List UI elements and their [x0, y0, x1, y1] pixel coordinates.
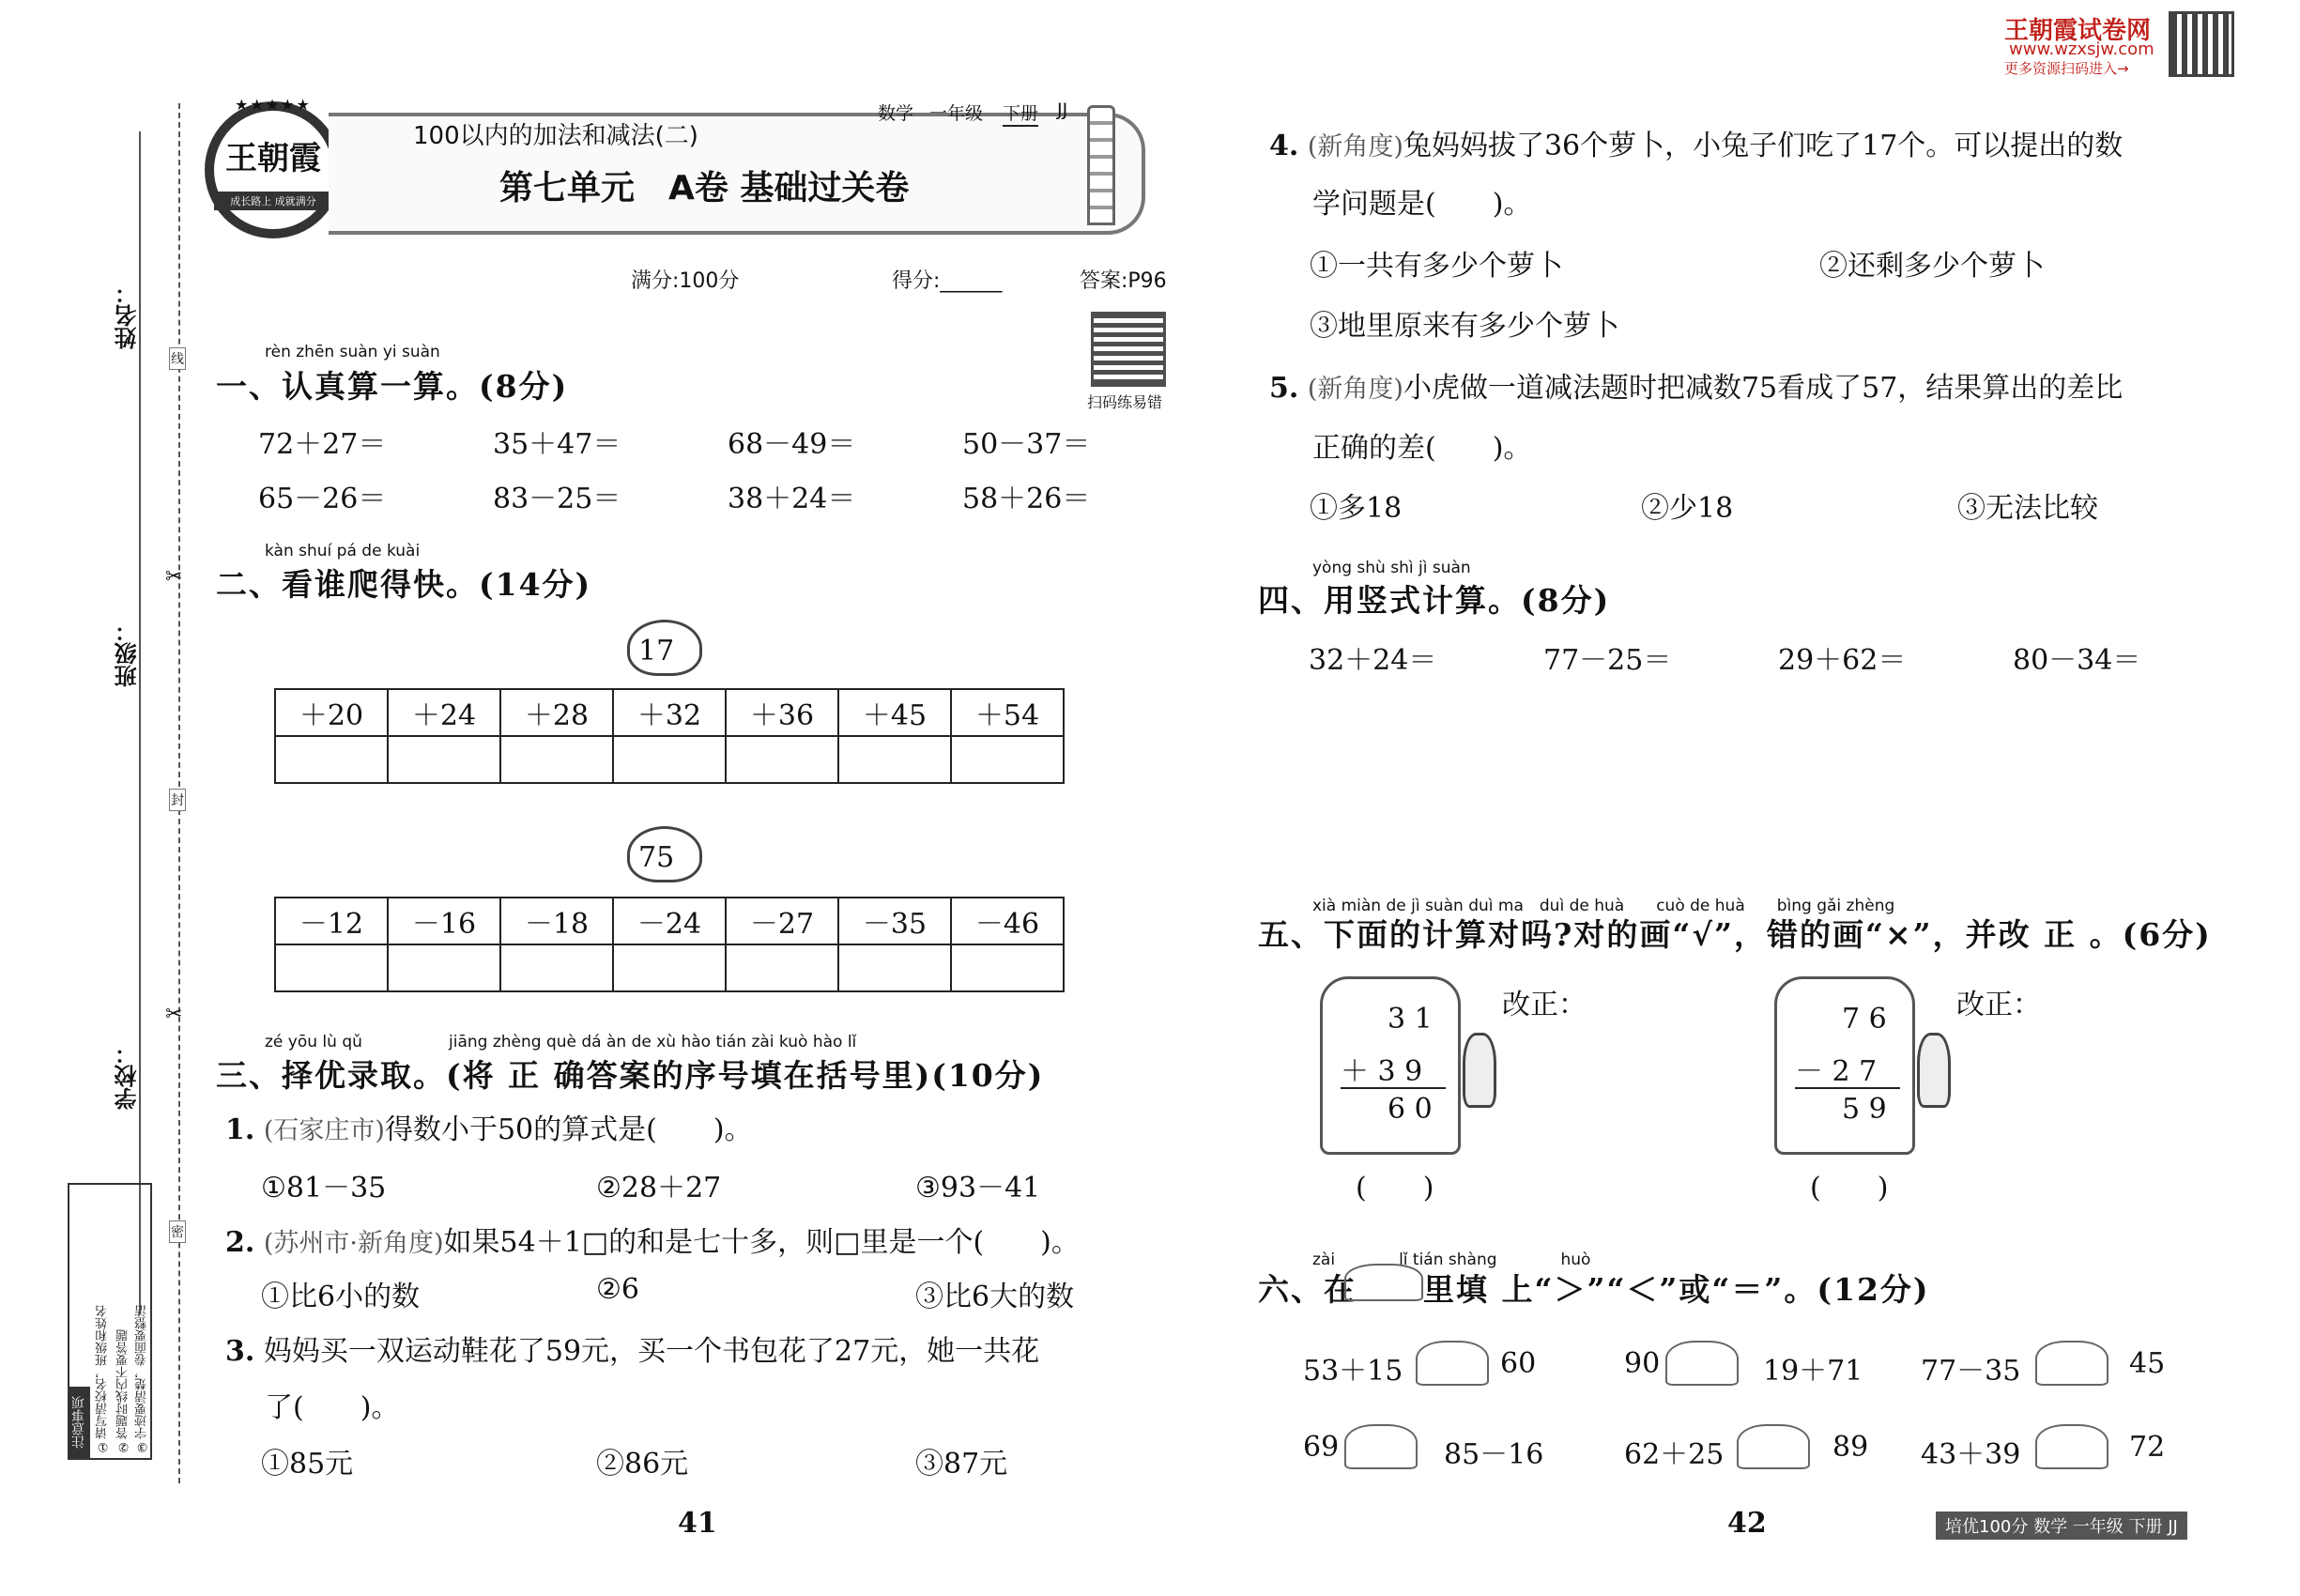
- q-source: (新角度): [1307, 375, 1403, 404]
- s2-answer-cell[interactable]: [388, 736, 500, 783]
- s2-title: 二、看谁爬得快。(14分): [216, 566, 592, 603]
- s2-op: ＋54: [951, 689, 1064, 736]
- option[interactable]: ①一共有多少个萝卜: [1310, 250, 1563, 283]
- compare-left: 69: [1303, 1431, 1340, 1464]
- compare-right: 19＋71: [1763, 1355, 1863, 1388]
- note-2: ②答题时线内不要答题: [116, 1329, 130, 1453]
- snail-start-value: 75: [638, 841, 675, 874]
- compare-right: 89: [1832, 1431, 1869, 1464]
- s2-answer-cell[interactable]: [613, 944, 726, 991]
- judge-paren[interactable]: ( ): [1810, 1172, 1889, 1205]
- scissors-icon: ✂: [165, 1003, 183, 1026]
- header-subtitle: 100以内的加法和减法(二): [413, 122, 698, 150]
- q-source: (苏州市·新角度): [263, 1229, 444, 1258]
- s2-answer-cell[interactable]: [500, 944, 613, 991]
- s2-table-2: [274, 897, 1065, 992]
- option[interactable]: ①81－35: [261, 1172, 387, 1205]
- s3-q2: [225, 1219, 1080, 1260]
- compare-left: 90: [1624, 1347, 1661, 1380]
- fix-label: 改正：: [1502, 989, 1587, 1021]
- s1-expr: 50－37＝: [962, 428, 1091, 461]
- q-number: 1.: [225, 1113, 255, 1146]
- option[interactable]: ②86元: [596, 1448, 689, 1481]
- option[interactable]: ③无法比较: [1957, 492, 2098, 525]
- compare-left: 53＋15: [1303, 1355, 1403, 1388]
- s3-title: 三、择优录取。(将 正 确答案的序号填在括号里)(10分): [216, 1057, 1045, 1094]
- lighthouse-icon: [1087, 105, 1115, 225]
- s2-op: －27: [726, 898, 838, 944]
- s2-op: －12: [275, 898, 388, 944]
- q-text-cont: 了( )。: [265, 1391, 400, 1424]
- q-number: 2.: [225, 1226, 255, 1259]
- s2-answer-cell[interactable]: [951, 944, 1064, 991]
- q-text: 兔妈妈拔了36个萝卜，小兔子们吃了17个。可以提出的数: [1403, 130, 2124, 162]
- q5: [1269, 364, 2123, 406]
- calc-rule: [1795, 1087, 1900, 1089]
- s2-op: －35: [838, 898, 951, 944]
- s1-title: 一、认真算一算。(8分): [216, 368, 569, 405]
- compare-blank[interactable]: [1416, 1341, 1489, 1386]
- header-meta-subject: 数学: [878, 103, 914, 124]
- q-text: 如果54＋1□的和是七十多，则□里是一个( )。: [443, 1226, 1080, 1259]
- option[interactable]: ②少18: [1641, 492, 1734, 525]
- s2-op: ＋32: [613, 689, 726, 736]
- header-meta-grade: 一年级: [929, 103, 984, 124]
- full-score: 满分:100分: [631, 269, 740, 293]
- s2-op: ＋45: [838, 689, 951, 736]
- q-text: 得数小于50的算式是( )。: [384, 1113, 753, 1146]
- s1-expr: 83－25＝: [493, 483, 621, 515]
- option[interactable]: ③比6大的数: [915, 1281, 1075, 1313]
- s2-op: －24: [613, 898, 726, 944]
- logo-motto: 成长路上 成就满分: [214, 192, 332, 210]
- notes-title: 注意事项: [69, 1387, 90, 1458]
- s6-title-a: 六、在: [1258, 1271, 1357, 1308]
- snail-start-value: 17: [638, 635, 675, 668]
- compare-blank[interactable]: [2035, 1424, 2108, 1469]
- calc-line: 3 1: [1388, 1003, 1433, 1036]
- class-label: 班级：: [115, 620, 141, 687]
- logo-name: 王朝霞: [225, 140, 321, 177]
- s2-op: －46: [951, 898, 1064, 944]
- header-meta-vol: 下册: [1003, 100, 1038, 127]
- s3-q1: [225, 1106, 753, 1147]
- s6-pinyin: zài lǐ tián shàng huò: [1312, 1251, 1591, 1269]
- answer-ref: 答案:P96: [1080, 269, 1167, 293]
- q-text: 小虎做一道减法题时把减数75看成了57，结果算出的差比: [1403, 372, 2124, 405]
- s3-pinyin: jiāng zhèng què dá àn de xù hào tián zài kuò hào lǐ: [449, 1033, 857, 1051]
- s4-pinyin: yòng shù shì jì suàn: [1312, 559, 1471, 577]
- q-number: 5.: [1269, 372, 1299, 405]
- s5-pinyin: xià miàn de jì suàn duì ma duì de huà cuò de huà bìng gǎi zhèng: [1312, 897, 1895, 915]
- brand-qr-icon[interactable]: [2169, 11, 2234, 77]
- option[interactable]: ②28＋27: [596, 1172, 722, 1205]
- s4-title: 四、用竖式计算。(8分): [1258, 582, 1611, 619]
- s2-answer-cell[interactable]: [275, 944, 388, 991]
- q-number: 4.: [1269, 130, 1299, 162]
- brand-name: 王朝霞试卷网: [2004, 17, 2152, 45]
- compare-blank[interactable]: [1665, 1341, 1739, 1386]
- s1-expr: 38＋24＝: [728, 483, 856, 515]
- s2-op: －16: [388, 898, 500, 944]
- page-title: 第七单元 A卷 基础过关卷: [499, 169, 910, 207]
- s1-pinyin: rèn zhēn suàn yi suàn: [265, 343, 440, 361]
- name-label: 姓名：: [115, 282, 141, 349]
- calc-line: － 2 7: [1795, 1055, 1878, 1088]
- s2-op: －18: [500, 898, 613, 944]
- s2-pinyin: kàn shuí pá de kuài: [265, 542, 421, 560]
- s2-answer-cell[interactable]: [388, 944, 500, 991]
- option[interactable]: ③地里原来有多少个萝卜: [1310, 310, 1619, 343]
- compare-right: 60: [1500, 1347, 1537, 1380]
- score-field[interactable]: 得分:______: [892, 269, 1003, 293]
- qr-code-icon[interactable]: [1091, 312, 1166, 387]
- brand-url[interactable]: www.wzxsjw.com: [2009, 39, 2154, 59]
- cut-mark-1: 线: [169, 347, 186, 370]
- option[interactable]: ①比6小的数: [261, 1281, 421, 1313]
- s2-op: ＋36: [726, 689, 838, 736]
- option[interactable]: ③87元: [915, 1448, 1008, 1481]
- brand-tip: 更多资源扫码进入→: [2004, 60, 2129, 77]
- s2-answer-cell[interactable]: [613, 736, 726, 783]
- compare-right: 72: [2129, 1431, 2166, 1464]
- calc-line: 6 0: [1388, 1093, 1433, 1126]
- s4-expr: 32＋24＝: [1309, 644, 1437, 677]
- q-text-cont: 学问题是( )。: [1312, 188, 1532, 221]
- page-number-left: 41: [678, 1507, 717, 1540]
- woodpecker-icon: [1917, 1033, 1951, 1108]
- logo-stars-icon: ★★★★★: [235, 96, 312, 114]
- s2-op: ＋28: [500, 689, 613, 736]
- s1-expr: 35＋47＝: [493, 428, 621, 461]
- s1-expr: 58＋26＝: [962, 483, 1091, 515]
- scissors-icon: ✂: [165, 565, 183, 589]
- compare-blank[interactable]: [1344, 1424, 1418, 1469]
- page-number-right: 42: [1727, 1507, 1767, 1540]
- option[interactable]: ③93－41: [915, 1172, 1041, 1205]
- calc-line: 5 9: [1842, 1093, 1887, 1126]
- s1-expr: 68－49＝: [728, 428, 856, 461]
- s2-answer-cell[interactable]: [838, 736, 951, 783]
- judge-paren[interactable]: ( ): [1356, 1172, 1434, 1205]
- woodpecker-icon: [1463, 1033, 1496, 1108]
- compare-left: 62＋25: [1624, 1438, 1725, 1471]
- note-1: ①请写清校名，班级和姓名: [96, 1305, 110, 1453]
- s5-title: 五、下面的计算对吗?对的画“√”，错的画“×”，并改 正 。(6分): [1258, 916, 2212, 953]
- compare-right: 45: [2129, 1347, 2166, 1380]
- option[interactable]: ①85元: [261, 1448, 354, 1481]
- q-number: 3.: [225, 1335, 255, 1368]
- cut-mark-2: 封: [169, 789, 186, 811]
- s4-expr: 80－34＝: [2013, 644, 2141, 677]
- note-3: ③字迹要清楚，卷面要整洁: [135, 1305, 149, 1453]
- s3-q3: [225, 1327, 1039, 1369]
- qr-caption: 扫码练易错: [1087, 393, 1163, 411]
- s1-expr: 65－26＝: [258, 483, 387, 515]
- option[interactable]: ②还剩多少个萝卜: [1819, 250, 2045, 283]
- option[interactable]: ②6: [596, 1273, 639, 1306]
- s2-answer-cell[interactable]: [951, 736, 1064, 783]
- compare-left: 77－35: [1921, 1355, 2021, 1388]
- cut-mark-3: 密: [169, 1220, 186, 1243]
- compare-blank[interactable]: [2035, 1341, 2108, 1386]
- footer-badge: 培优100分 数学 一年级 下册 JJ: [1936, 1512, 2187, 1540]
- s2-answer-cell[interactable]: [838, 944, 951, 991]
- s6-title-b: 里填 上“＞”“＜”或“＝”。(12分): [1423, 1271, 1930, 1308]
- s2-table-1: [274, 688, 1065, 784]
- s2-op: ＋24: [388, 689, 500, 736]
- notes-box: [68, 1183, 152, 1460]
- q-source: (新角度): [1307, 132, 1403, 161]
- compare-right: 85－16: [1444, 1438, 1544, 1471]
- s4-expr: 29＋62＝: [1778, 644, 1907, 677]
- q-source: (石家庄市): [263, 1116, 385, 1145]
- compare-blank[interactable]: [1737, 1424, 1810, 1469]
- s1-expr: 72＋27＝: [258, 428, 387, 461]
- option[interactable]: ①多18: [1310, 492, 1403, 525]
- calc-line: 7 6: [1842, 1003, 1887, 1036]
- s3-pinyin: zé yōu lù qǔ: [265, 1033, 362, 1051]
- s2-answer-cell[interactable]: [726, 736, 838, 783]
- calc-rule: [1341, 1087, 1446, 1089]
- header-meta-edition: JJ: [1057, 100, 1068, 120]
- logo: [205, 96, 342, 238]
- s2-op: ＋20: [275, 689, 388, 736]
- school-label: 学校：: [115, 1042, 141, 1110]
- window-blank-icon: [1344, 1264, 1423, 1301]
- s4-expr: 77－25＝: [1543, 644, 1672, 677]
- calc-line: ＋ 3 9: [1341, 1055, 1423, 1088]
- s2-answer-cell[interactable]: [275, 736, 388, 783]
- fix-label: 改正：: [1956, 989, 2041, 1021]
- q-text: 妈妈买一双运动鞋花了59元，买一个书包花了27元，她一共花: [263, 1335, 1040, 1368]
- q-text-cont: 正确的差( )。: [1312, 432, 1532, 465]
- q4: [1269, 122, 2123, 163]
- s2-answer-cell[interactable]: [500, 736, 613, 783]
- s2-answer-cell[interactable]: [726, 944, 838, 991]
- compare-left: 43＋39: [1921, 1438, 2021, 1471]
